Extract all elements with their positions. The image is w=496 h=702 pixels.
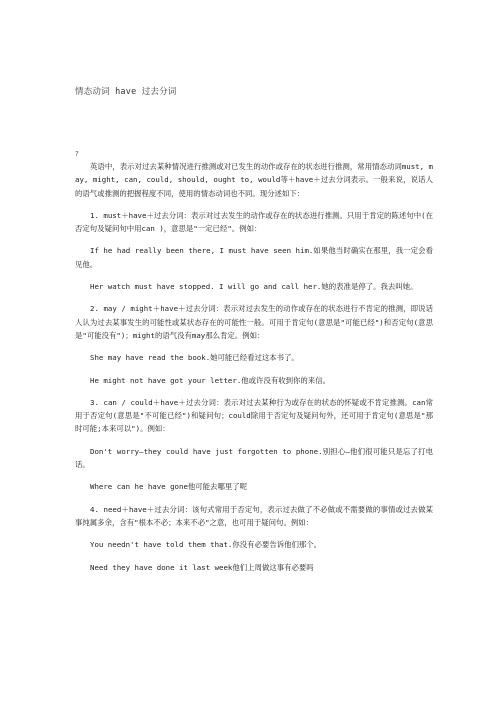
example-paragraph: You needn't have told them that.你没有必要告诉他们那个。: [90, 540, 322, 550]
rule-need-have: 4. need＋have＋过去分词：该句式常用于否定句，表示过去做了不必做或不需要做的事情或过去做某事纯属多余，含有"根本不必；本来不必"之意，也可用于疑问句。例如：: [75, 504, 433, 527]
example-paragraph: He might not have got your letter.他或许没有收到你的来信。: [90, 375, 330, 385]
rule-can-could-have: 3. can / could＋have＋过去分词：表示对过去某种行为或存在的状态的怀疑或不肯定推测。can常用于否定句(意思是"不可能已经")和疑问句；could除用于否定句及疑问句外，还可用于肯定句(意思是"那时可能;本来可以")。例如：: [75, 397, 433, 434]
example-paragraph: Don't worry—they could have just forgotten to phone.别担心—他们很可能只是忘了打电话。: [75, 446, 433, 470]
example-paragraph: If he had really been there, I must have seen him.如果他当时确实在那里，我一定会看见他。: [75, 246, 433, 269]
document-title: 情态动词 have 过去分词: [75, 87, 177, 97]
example-paragraph: Her watch must have stopped. I will go and call her.她的表准是停了。我去叫她。: [90, 282, 418, 292]
rule-must-have: 1. must＋have＋过去分词：表示对过去发生的动作或存在的状态进行推测。只用于肯定的陈述句中(在否定句及疑问句中用can )，意思是"一定已经"。例如：: [75, 210, 433, 234]
intro-paragraph: 英语中，表示对过去某种情况进行推测或对已发生的动作或存在的状态进行推测，常用情态动词must, may, might, can, could, should, ought to, would等＋have＋过去分词表示。一般来说，说话人的语气或推测的把握程度不同，使用的情态动词也不同。现分述如下：: [75, 162, 433, 198]
rule-may-might-have: 2. may / might＋have＋过去分词：表示对过去发生的动作或存在的状态进行不肯定的推测，即说话人认为过去某事发生的可能性或某状态存在的可能性一般。可用于肯定句(意思是"可能已经")和否定句(意思是"可能没有")；might的语气没有may那么肯定。例如：: [75, 304, 433, 340]
example-paragraph: Where can he have gone他可能去哪里了呢: [90, 482, 248, 492]
document-body: [75, 160, 433, 583]
question-mark-marker: ?: [75, 150, 79, 158]
example-paragraph: Need they have done it last week他们上周做这事有必要吗: [90, 562, 314, 572]
example-paragraph: She may have read the book.她可能已经看过这本书了。: [90, 353, 299, 363]
